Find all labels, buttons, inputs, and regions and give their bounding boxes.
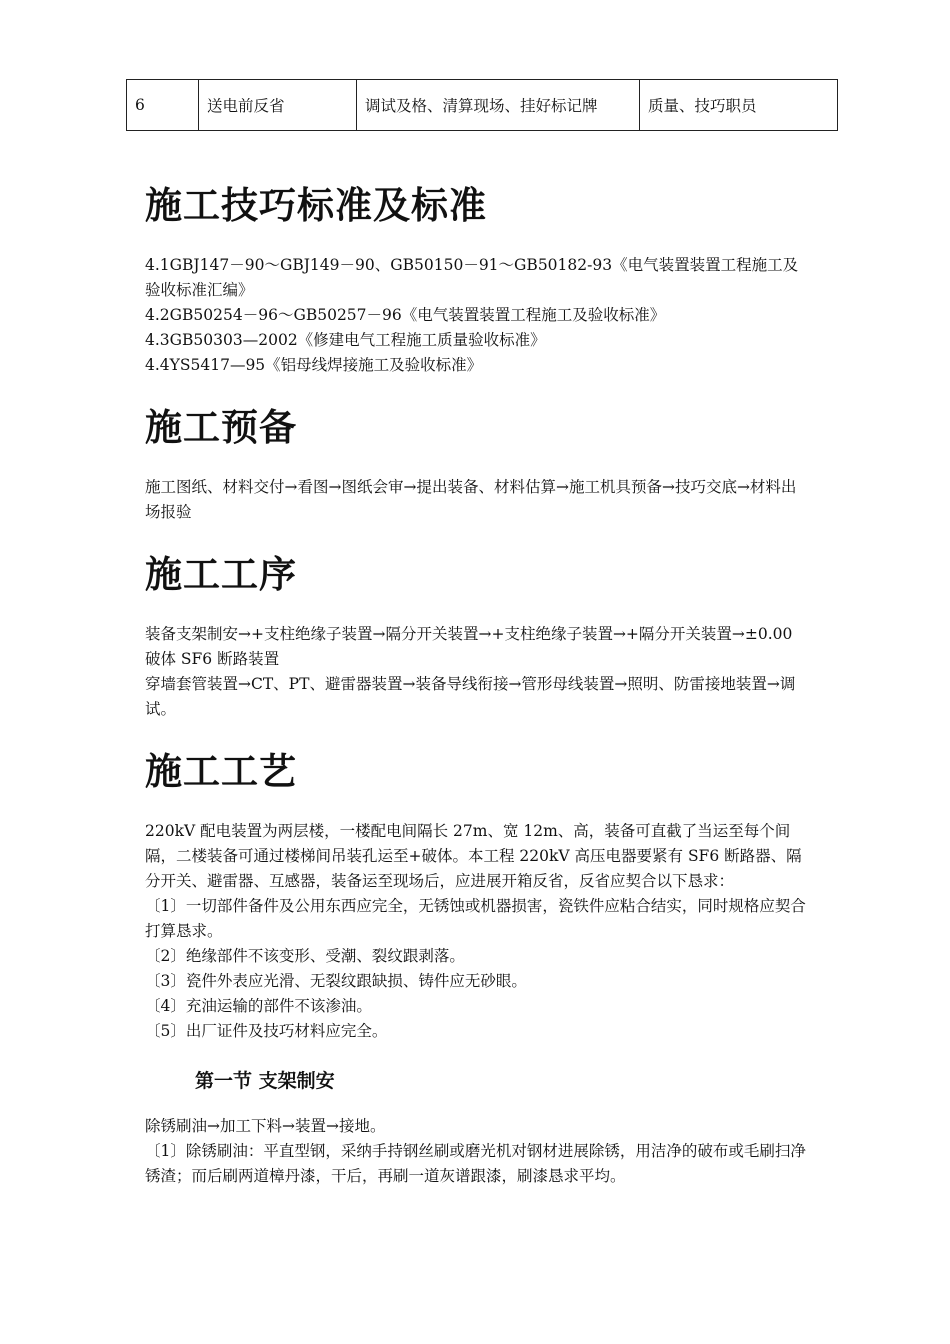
section-body xyxy=(145,475,810,525)
table-cell-step: 送电前反省 xyxy=(199,80,357,131)
paragraph: 〔4〕充油运输的部件不该渗油。 xyxy=(145,997,372,1015)
section-heading: 施工技巧标准及标准 xyxy=(145,183,487,227)
subsection-heading: 第一节 支架制安 xyxy=(195,1070,335,1092)
section-heading: 施工工序 xyxy=(145,552,297,596)
paragraph: 〔2〕绝缘部件不该变形、受潮、裂纹跟剥落。 xyxy=(145,947,465,965)
paragraph: 〔5〕出厂证件及技巧材料应完全。 xyxy=(145,1022,388,1040)
paragraph: 4.2GB50254－96～GB50257－96《电气装置装置工程施工及验收标准》 xyxy=(145,306,666,324)
section-body xyxy=(145,1114,810,1189)
paragraph: 4.3GB50303—2002《修建电气工程施工质量验收标准》 xyxy=(145,331,546,349)
paragraph: 穿墙套管装置→CT、PT、避雷器装置→装备导线衔接→管形母线装置→照明、防雷接地装置→调试。 xyxy=(145,675,796,718)
section-heading: 施工工艺 xyxy=(145,749,297,793)
section-heading: 施工预备 xyxy=(145,405,297,449)
schedule-table xyxy=(126,79,838,131)
paragraph: 〔1〕一切部件备件及公用东西应完全，无锈蚀或机器损害，瓷铁件应粘合结实，同时规格应契合打算恳求。 xyxy=(145,897,806,940)
table-cell-staff: 质量、技巧职员 xyxy=(640,80,838,131)
table-cell-content: 调试及格、清算现场、挂好标记牌 xyxy=(357,80,640,131)
paragraph: 除锈刷油→加工下料→装置→接地。 xyxy=(145,1117,386,1135)
paragraph: 装备支架制安→+支柱绝缘子装置→隔分开关装置→+支柱绝缘子装置→+隔分开关装置→±0.00 破体 SF6 断路装置 xyxy=(145,625,793,668)
paragraph: 4.4YS5417—95《铝母线焊接施工及验收标准》 xyxy=(145,356,483,374)
paragraph: 4.1GBJ147－90～GBJ149－90、GB50150－91～GB50182-93《电气装置装置工程施工及验收标准汇编》 xyxy=(145,256,799,299)
section-body xyxy=(145,819,810,1044)
paragraph: 220kV 配电装置为两层楼，一楼配电间隔长 27m、宽 12m、高，装备可直截了当运至每个间隔，二楼装备可通过楼梯间吊装孔运至+破体。本工程 220kV 高压电器要紧有 SF6 断路器、隔分开关、避雷器、互感器，装备运至现场后，应进展开箱反省，反省应契合以下恳求： xyxy=(145,822,802,890)
paragraph: 〔1〕除锈刷油：平直型钢，采纳手持钢丝刷或磨光机对钢材进展除锈，用洁净的破布或毛刷扫净锈渣；而后刷两道樟丹漆，干后，再刷一道灰谱跟漆，刷漆恳求平均。 xyxy=(145,1142,806,1185)
table-row xyxy=(127,80,838,131)
paragraph: 〔3〕瓷件外表应光滑、无裂纹跟缺损、铸件应无砂眼。 xyxy=(145,972,527,990)
section-body xyxy=(145,253,810,378)
section-body xyxy=(145,622,810,722)
table-cell-no: 6 xyxy=(127,80,199,131)
paragraph: 施工图纸、材料交付→看图→图纸会审→提出装备、材料估算→施工机具预备→技巧交底→材料出场报验 xyxy=(145,478,797,521)
document-body xyxy=(145,178,810,1189)
